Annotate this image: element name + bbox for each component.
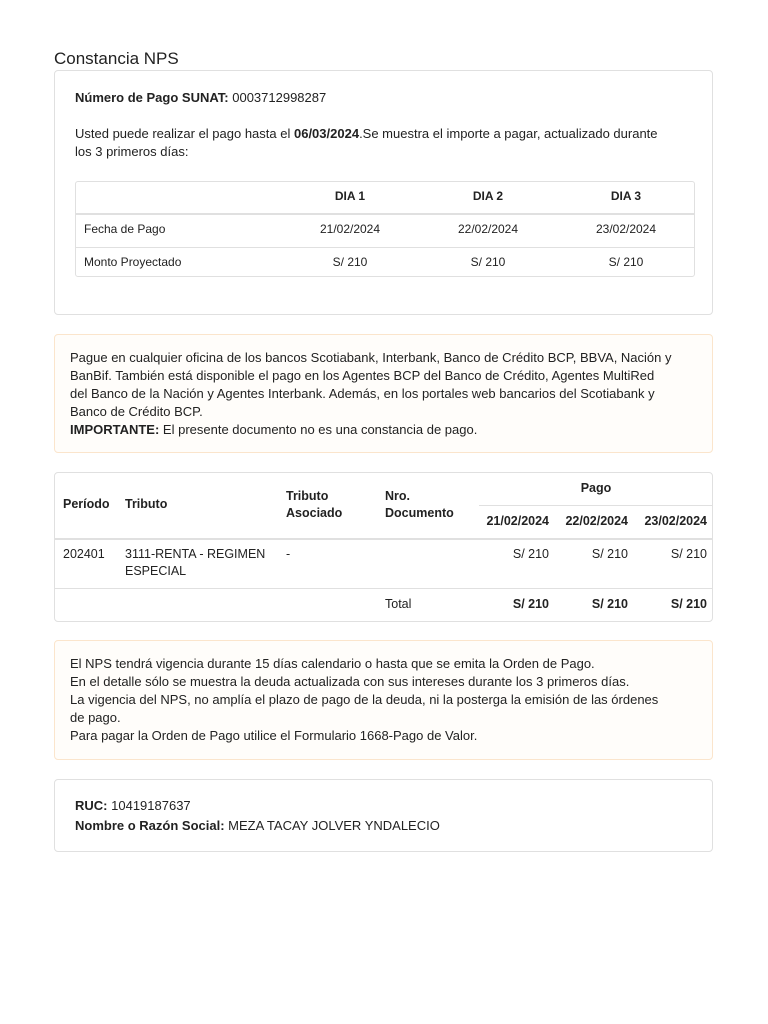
row-amount: S/ 210 (670, 547, 707, 561)
table-cell: S/ 210 (608, 255, 644, 269)
notice-line: La vigencia del NPS, no amplía el plazo de pago de la deuda, ni la posterga la emisión de las órdenes (70, 692, 659, 707)
table-divider (479, 505, 712, 506)
validity-notice (54, 640, 713, 760)
important-label: IMPORTANTE: (70, 422, 160, 437)
payment-intro (75, 125, 700, 161)
payment-number-label: Número de Pago SUNAT: (75, 90, 229, 105)
notice-line: Para pagar la Orden de Pago utilice el Formulario 1668-Pago de Valor. (70, 728, 478, 743)
header-tributo: Tributo (125, 497, 168, 511)
intro-after: .Se muestra el importe a pagar, actualizado durante (359, 126, 658, 141)
total-label: Total (385, 597, 412, 611)
notice-line: del Banco de la Nación y Agentes Interbank. Además, en los portales web bancarios del Scotiabank y (70, 386, 655, 401)
notice-line: En el detalle sólo se muestra la deuda actualizada con sus intereses durante los 3 primeros días. (70, 674, 630, 689)
row-periodo: 202401 (63, 547, 105, 561)
row-amount: S/ 210 (512, 547, 549, 561)
notice-line: Banco de Crédito BCP. (70, 404, 203, 419)
important-text: El presente documento no es una constancia de pago. (159, 422, 478, 437)
table-divider (76, 247, 694, 248)
total-amount: S/ 210 (591, 597, 628, 611)
table-divider (55, 588, 712, 589)
notice-line: BanBif. También está disponible el pago en los Agentes BCP del Banco de Crédito, Agentes MultiRed (70, 368, 655, 383)
day-header: DIA 3 (610, 189, 642, 203)
ruc-value: 10419187637 (111, 798, 191, 813)
page-title: Constancia NPS (54, 49, 179, 68)
table-cell: S/ 210 (332, 255, 368, 269)
row-tributo: 3111-RENTA - REGIMEN ESPECIAL (125, 547, 266, 578)
table-cell: 21/02/2024 (319, 222, 381, 236)
ruc-label: RUC: (75, 798, 108, 813)
payment-deadline: 06/03/2024 (293, 126, 360, 141)
header-date: 21/02/2024 (486, 514, 549, 528)
day-header: DIA 1 (334, 189, 366, 203)
payment-panel (54, 70, 713, 315)
ruc-line (75, 797, 191, 815)
name-value: MEZA TACAY JOLVER YNDALECIO (228, 818, 440, 833)
table-divider (55, 538, 712, 540)
intro-line2: los 3 primeros días: (75, 144, 189, 159)
header-nro-documento: Nro. Documento (385, 489, 454, 520)
intro-before: Usted puede realizar el pago hasta el (75, 126, 294, 141)
payment-number: 0003712998287 (232, 90, 327, 105)
day-header: DIA 2 (472, 189, 504, 203)
name-line (75, 817, 440, 835)
payment-number-line (75, 89, 326, 107)
validity-notice-text (70, 655, 705, 745)
debt-table (54, 472, 713, 622)
row-label: Fecha de Pago (84, 222, 166, 236)
row-label: Monto Proyectado (84, 255, 182, 269)
important-line (70, 421, 705, 439)
banks-notice-text (70, 349, 705, 439)
notice-line: El NPS tendrá vigencia durante 15 días calendario o hasta que se emita la Orden de Pago. (70, 656, 595, 671)
name-label: Nombre o Razón Social: (75, 818, 225, 833)
header-pago: Pago (580, 481, 612, 495)
notice-line: Pague en cualquier oficina de los bancos Scotiabank, Interbank, Banco de Crédito BCP, BBVA, Nación y (70, 350, 672, 365)
table-cell: 23/02/2024 (595, 222, 657, 236)
header-date: 22/02/2024 (565, 514, 628, 528)
days-table (75, 181, 695, 277)
table-cell: 22/02/2024 (457, 222, 519, 236)
row-tributo-asociado: - (286, 547, 291, 561)
notice-line: de pago. (70, 710, 121, 725)
total-amount: S/ 210 (670, 597, 707, 611)
header-date: 23/02/2024 (644, 514, 707, 528)
header-periodo: Período (63, 497, 110, 511)
total-amount: S/ 210 (512, 597, 549, 611)
banks-notice (54, 334, 713, 453)
header-tributo-asociado: Tributo Asociado (286, 489, 343, 520)
taxpayer-panel (54, 779, 713, 852)
row-amount: S/ 210 (591, 547, 628, 561)
table-divider (76, 213, 694, 215)
table-cell: S/ 210 (470, 255, 506, 269)
